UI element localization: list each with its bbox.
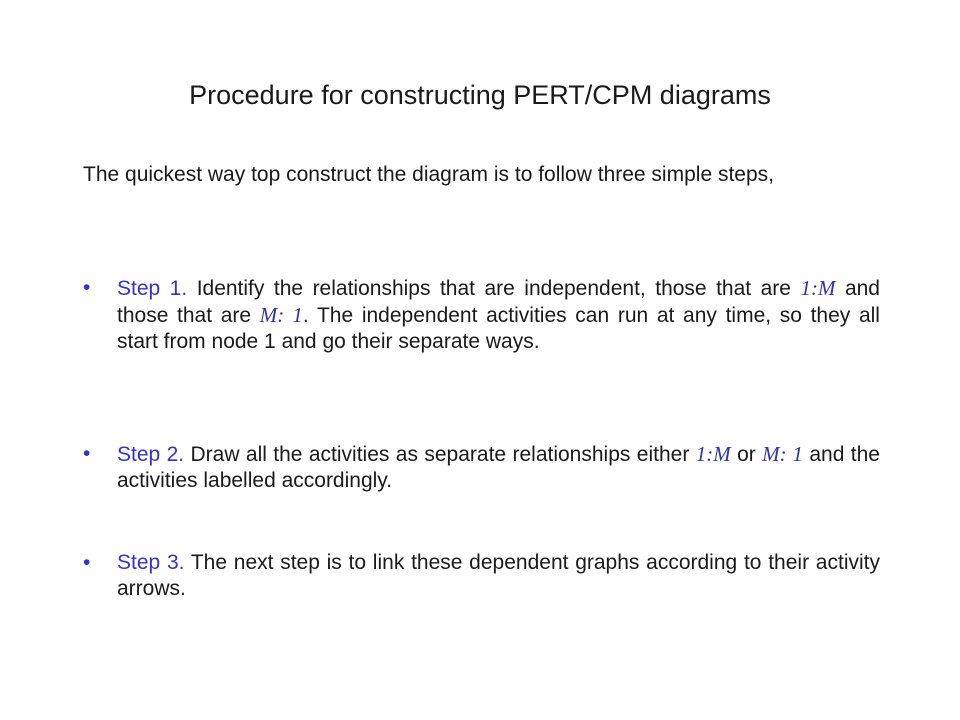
step-3-text bbox=[117, 550, 880, 602]
step-3-label: Step 3. bbox=[117, 551, 185, 574]
step-3-part-a: The next step is to link these dependent graphs according to their activity arrows. bbox=[117, 551, 880, 600]
ratio-one-to-many: 1:M bbox=[695, 442, 731, 466]
step-1-part-a: Identify the relationships that are independent, those that are bbox=[187, 277, 801, 300]
step-2-text bbox=[117, 441, 880, 494]
step-2-label: Step 2. bbox=[117, 443, 185, 466]
step-1-text bbox=[117, 275, 880, 355]
bullet-icon: • bbox=[83, 276, 91, 299]
step-3-item bbox=[83, 550, 880, 602]
step-2-part-c: or bbox=[730, 443, 763, 466]
step-1-part-c: and those that are bbox=[117, 277, 880, 327]
step-1-item bbox=[83, 275, 880, 355]
step-1-part-e: . The independent activities can run at any time, so they all start from node 1 and go their separate ways. bbox=[117, 304, 880, 353]
step-2-part-e: and the activities labelled accordingly. bbox=[117, 443, 880, 492]
ratio-many-to-one: M: 1 bbox=[259, 303, 303, 327]
intro-paragraph: The quickest way top construct the diagram is to follow three simple steps, bbox=[83, 163, 774, 186]
step-1-label: Step 1. bbox=[117, 277, 188, 300]
step-2-item bbox=[83, 441, 880, 494]
bullet-icon: • bbox=[83, 442, 91, 465]
ratio-one-to-many: 1:M bbox=[800, 276, 836, 300]
bullet-icon: • bbox=[83, 551, 91, 574]
step-2-part-a: Draw all the activities as separate relationships either bbox=[184, 443, 696, 466]
slide-title: Procedure for constructing PERT/CPM diagrams bbox=[189, 80, 771, 110]
ratio-many-to-one: M: 1 bbox=[762, 442, 803, 466]
